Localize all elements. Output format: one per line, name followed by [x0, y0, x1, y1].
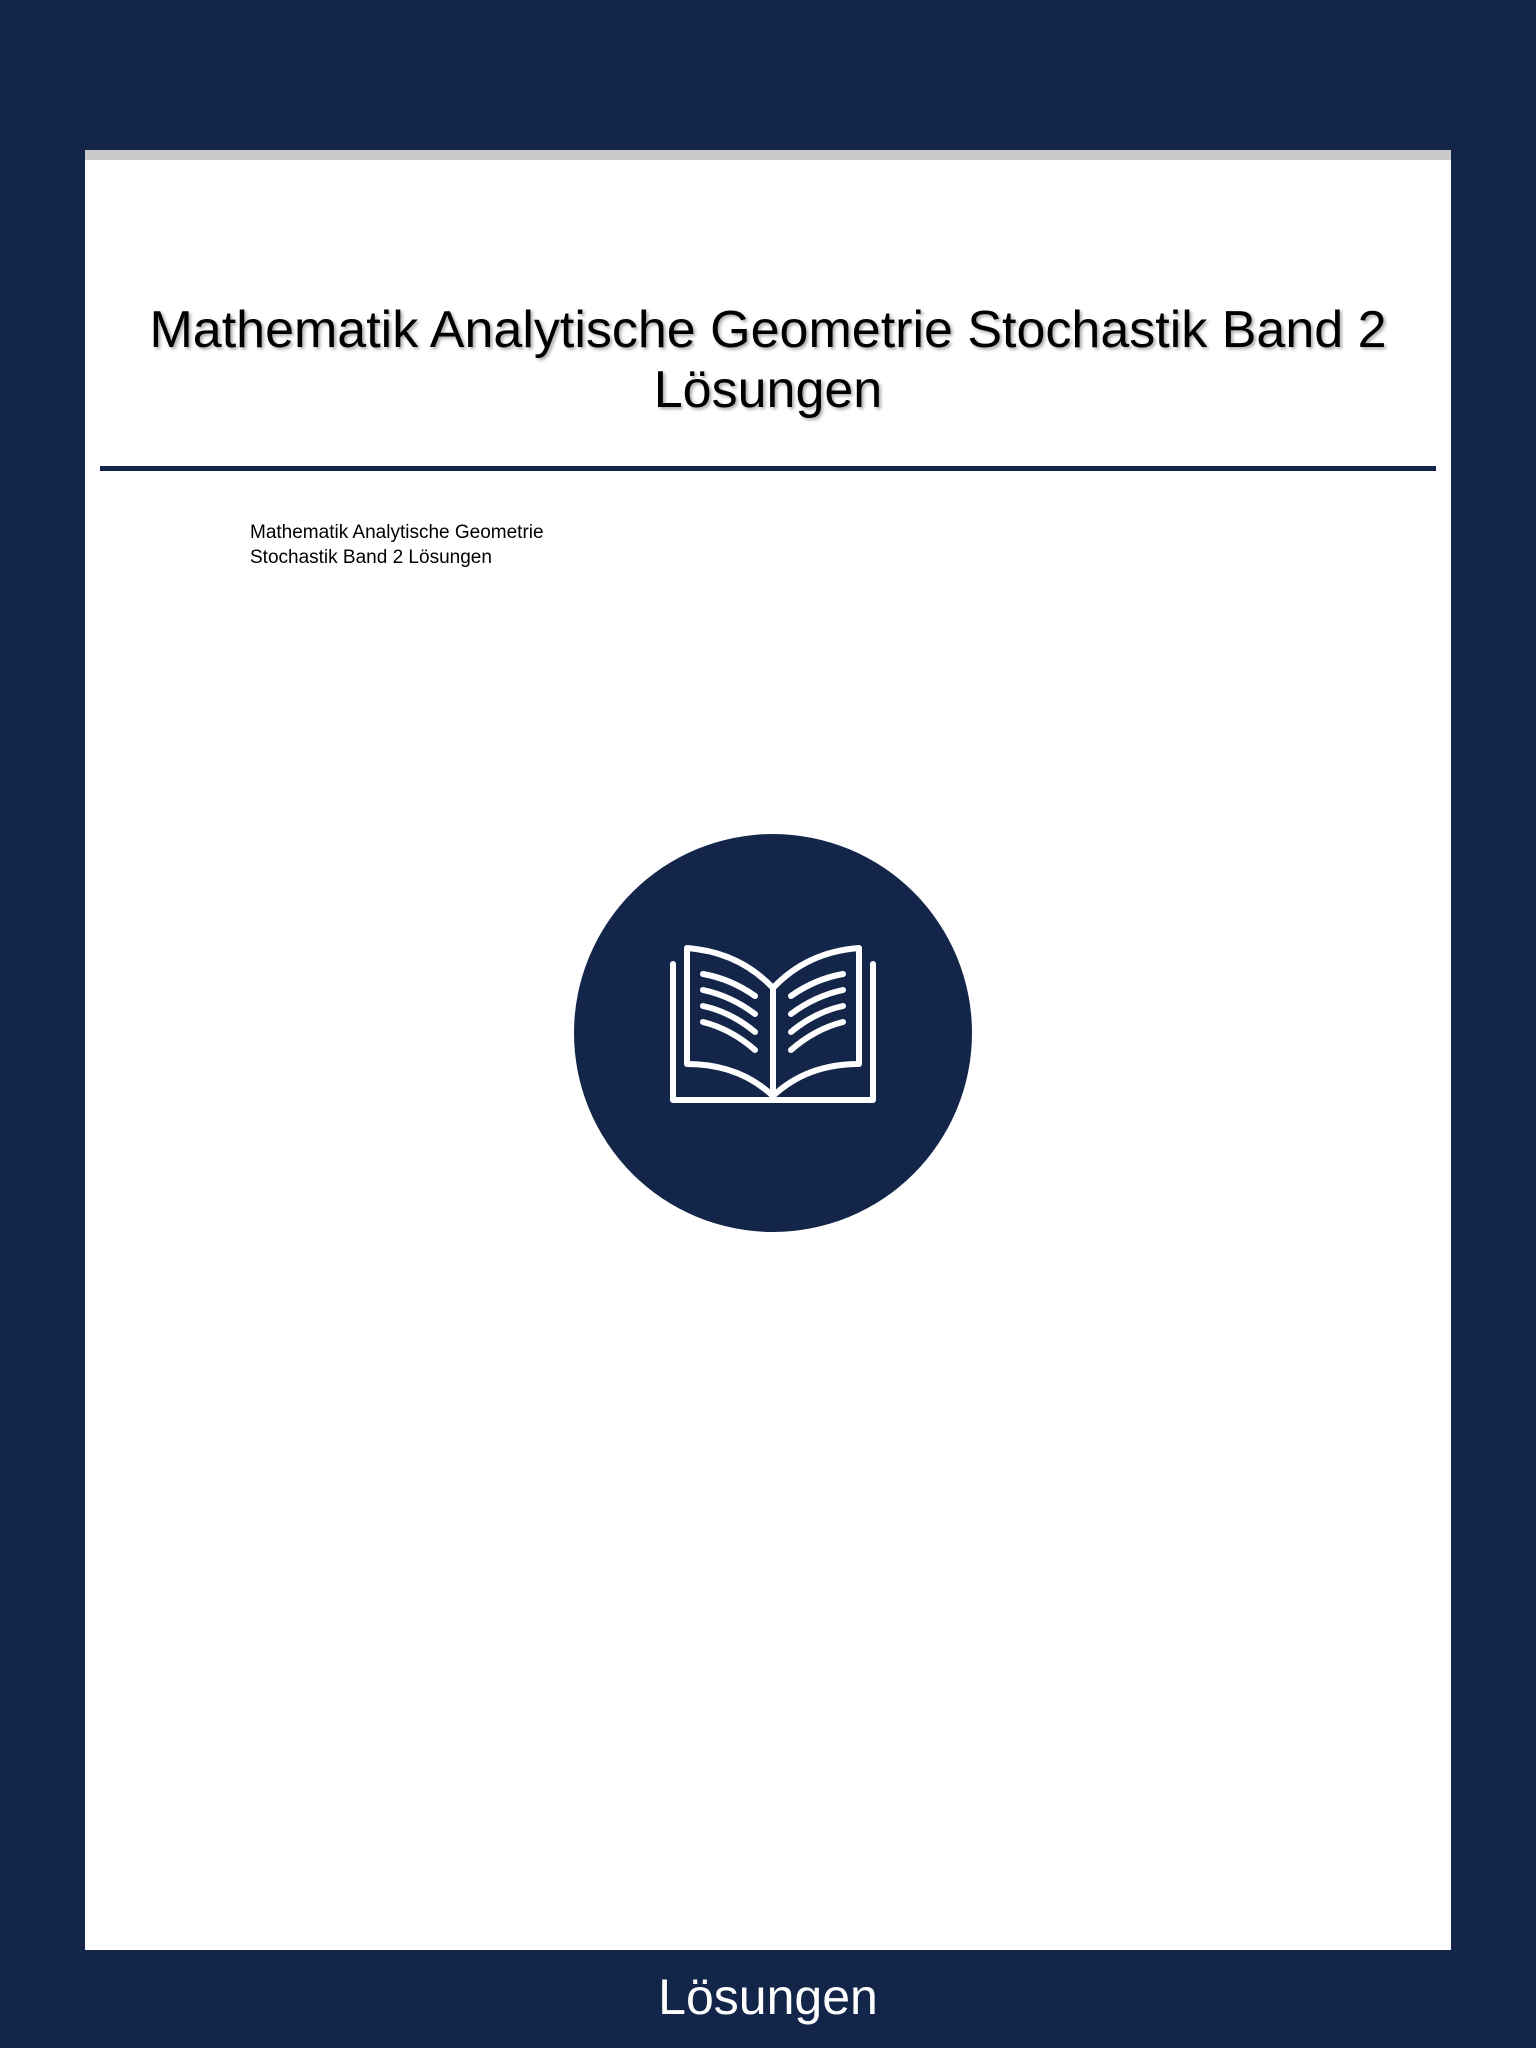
cover-page [85, 150, 1451, 1950]
cover-title: Mathematik Analytische Geometrie Stochastik Band 2 Lösungen [149, 301, 1387, 419]
open-book-icon [669, 944, 877, 1114]
footer-label: Lösungen [658, 1969, 878, 2025]
emblem-circle [574, 834, 972, 1232]
cover-subtitle: Mathematik Analytische Geometrie Stochastik Band 2 Lösungen [250, 522, 544, 568]
title-divider [100, 466, 1436, 471]
